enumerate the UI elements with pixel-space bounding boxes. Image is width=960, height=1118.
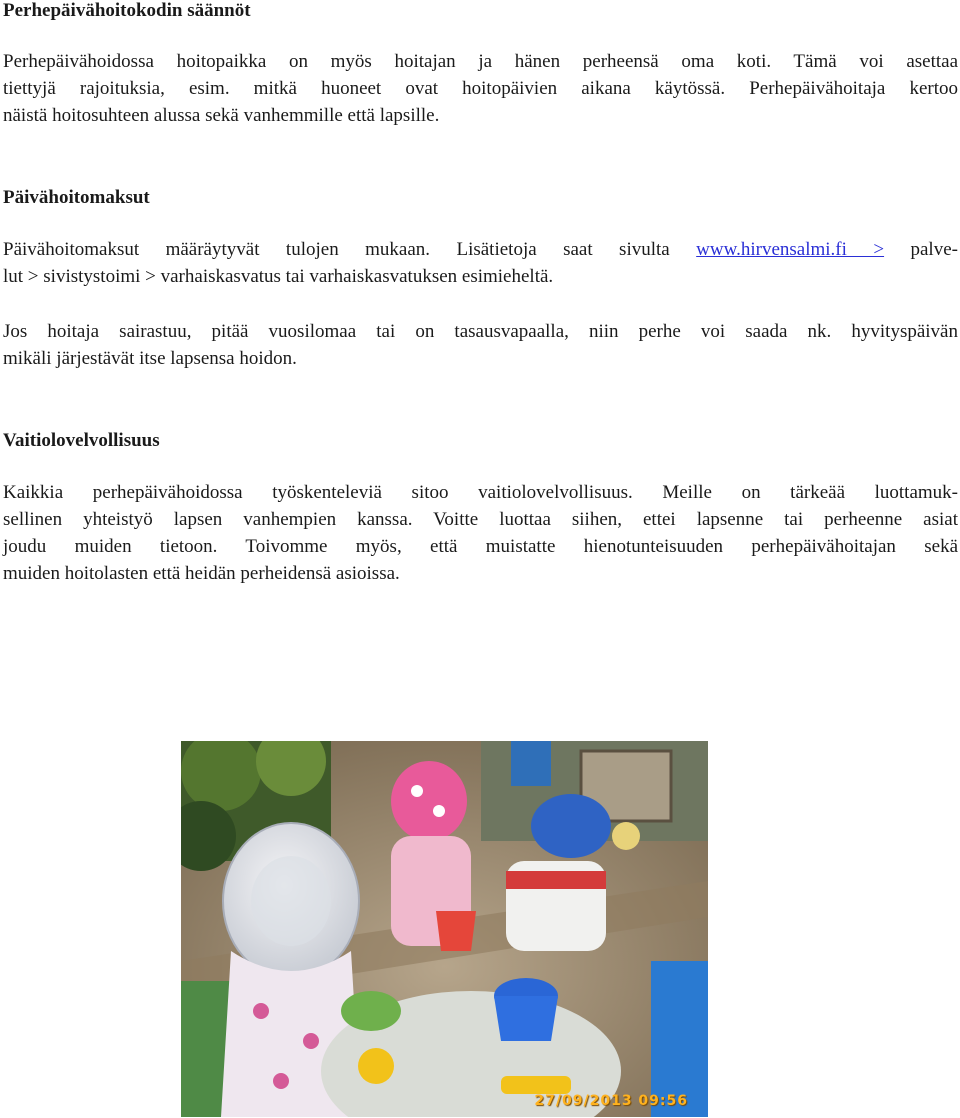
heading-daycare-fees: Päivähoitomaksut (3, 187, 150, 208)
fees-text: Päivähoitomaksut määräytyvät tulojen mukaan. Lisätietoja saat sivulta (3, 239, 697, 260)
paragraph-fees (3, 236, 958, 290)
photo-illustration (181, 741, 708, 1117)
paragraph-line: Jos hoitaja sairastuu, pitää vuosilomaa tai on tasausvapaalla, niin perhe voi saada nk. hyvityspäivän (3, 321, 958, 342)
paragraph-confidentiality (3, 479, 958, 587)
paragraph-line: näistä hoitosuhteen alussa sekä vanhemmille että lapsille. (3, 105, 440, 126)
paragraph-line: muiden hoitolasten että heidän perheidensä asioissa. (3, 563, 400, 584)
photo-timestamp: 27/09/2013 09:56 (534, 1093, 688, 1109)
hirvensalmi-link[interactable]: www.hirvensalmi.fi > (696, 239, 885, 260)
paragraph-line: lut > sivistystoimi > varhaiskasvatus tai varhaiskasvatuksen esimieheltä. (3, 266, 554, 287)
paragraph-compensation-day (3, 318, 958, 372)
paragraph-daycare-home (3, 48, 958, 129)
paragraph-line (3, 236, 958, 263)
children-playing-photo (181, 741, 708, 1117)
heading-confidentiality: Vaitiolovelvollisuus (3, 430, 160, 451)
paragraph-line: joudu muiden tietoon. Toivomme myös, että muistatte hienotunteisuuden perhepäivähoitajan sekä (3, 536, 958, 557)
paragraph-line: tiettyjä rajoituksia, esim. mitkä huoneet ovat hoitopäivien aikana käytössä. Perhepäivähoitaja kertoo (3, 78, 958, 99)
paragraph-line: Perhepäivähoidossa hoitopaikka on myös hoitajan ja hänen perheensä oma koti. Tämä voi asettaa (3, 51, 958, 72)
paragraph-line: Kaikkia perhepäivähoidossa työskenteleviä sitoo vaitiolovelvollisuus. Meille on tärkeää luottamuk- (3, 482, 958, 503)
fees-text-continued: palve- (884, 239, 958, 260)
paragraph-line: sellinen yhteistyö lapsen vanhempien kanssa. Voitte luottaa siihen, ettei lapsenne tai perheenne asiat (3, 509, 958, 530)
heading-family-daycare-rules: Perhepäivähoitokodin säännöt (3, 0, 251, 21)
paragraph-line: mikäli järjestävät itse lapsensa hoidon. (3, 348, 297, 369)
